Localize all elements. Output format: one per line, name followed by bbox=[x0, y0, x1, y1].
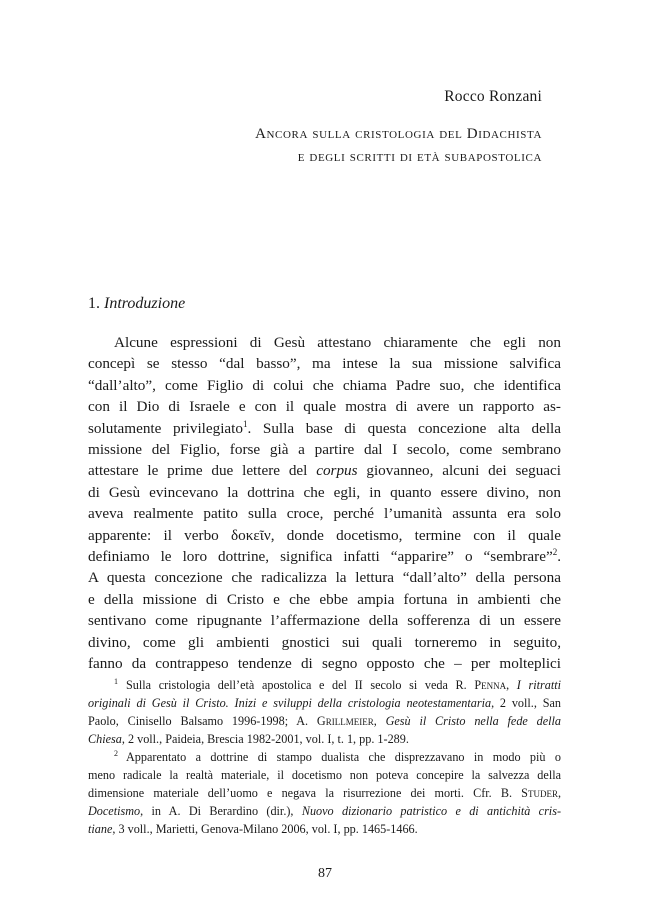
footnote-1-line bbox=[88, 730, 561, 748]
body-line: aveva realmente patito sulla croce, perché l’umanità assunta era solo bbox=[88, 505, 561, 523]
page-number: 87 bbox=[318, 866, 332, 881]
body-line: A questa concezione che radicalizza la lettura “dall’alto” della persona bbox=[88, 569, 561, 587]
author-grillmeier: Grillmeier bbox=[316, 714, 374, 728]
footnote-text: dimensione materiale dell’uomo e negava la risurrezione dei morti. Cfr. B. bbox=[88, 786, 522, 800]
corpus-term: corpus bbox=[316, 462, 358, 480]
footnotes bbox=[88, 676, 561, 838]
article-title-line-1: Ancora sulla cristologia del Didachista bbox=[255, 126, 542, 142]
body-line: “dall’alto”, come Figlio di colui che chiama Padre suo, che identifica bbox=[88, 376, 561, 394]
footnote-2-line bbox=[88, 820, 561, 838]
body-line: missione del Figlio, forse già a partire dal I secolo, come sembrano bbox=[88, 441, 561, 459]
body-line bbox=[88, 546, 561, 567]
footnote-text: , bbox=[373, 714, 386, 728]
body-line bbox=[88, 418, 561, 439]
author-studer: Studer bbox=[521, 786, 558, 800]
footnote-2-line bbox=[88, 802, 561, 820]
body-text-run: . Sulla base di questa concezione alta della bbox=[247, 419, 561, 437]
body-line: con il Dio di Israele e con il quale mostra di avere un rapporto as- bbox=[88, 398, 561, 416]
footnote-text: , bbox=[557, 786, 561, 800]
body-text-run: solutamente privilegiato bbox=[88, 419, 243, 437]
footnote-title: tiane bbox=[88, 822, 113, 836]
footnote-title: I ritratti bbox=[516, 678, 561, 692]
section-title: Introduzione bbox=[104, 295, 186, 312]
body-line: fanno da contrappeso tendenze di segno opposto che – per molteplici bbox=[88, 655, 561, 673]
author-name: Rocco Ronzani bbox=[444, 88, 542, 105]
section-number: 1. bbox=[88, 295, 100, 312]
body-line: apparente: il verbo δοκεῖν, donde docetismo, termine con il quale bbox=[88, 526, 561, 544]
footnote-2-line bbox=[88, 784, 561, 802]
author-penna: Penna bbox=[474, 678, 507, 692]
footnote-1-line bbox=[88, 694, 561, 712]
body-text-run: giovanneo, alcuni dei seguaci bbox=[357, 462, 561, 480]
body-line: di Gesù evincevano la dottrina che egli, in quanto essere divino, non bbox=[88, 483, 561, 501]
footnote-text: , 2 voll., San bbox=[491, 696, 561, 710]
footnote-ref-2: 2 bbox=[552, 547, 558, 558]
footnote-title: Gesù il Cristo nella fede della bbox=[385, 714, 561, 728]
body-line: concepì se stesso “dal basso”, ma intese la sua missione salvifica bbox=[88, 355, 561, 373]
section-heading bbox=[88, 295, 185, 313]
body-line: Alcune espressioni di Gesù attestano chiaramente che egli non bbox=[114, 334, 561, 351]
footnote-title: Docetismo bbox=[88, 804, 141, 818]
footnote-text: Apparentato a dottrine di stampo dualista che disprezzavano in modo più o bbox=[126, 750, 561, 764]
footnote-text: Sulla cristologia dell’età apostolica e del II secolo si veda R. bbox=[126, 678, 475, 692]
footnote-text: , bbox=[506, 678, 517, 692]
footnote-2-line: meno radicale la realtà materiale, il docetismo non poteva concepire la salvezza della bbox=[88, 768, 561, 782]
footnote-1-line bbox=[88, 712, 561, 730]
footnote-1-number: 1 bbox=[114, 677, 118, 686]
body-text-run: . bbox=[557, 548, 561, 566]
footnote-text: , 3 voll., Marietti, Genova-Milano 2006, vol. I, pp. 1465-1466. bbox=[112, 822, 418, 836]
body-text-run: attestare le prime due lettere del bbox=[88, 462, 317, 480]
footnote-text: Paolo, Cinisello Balsamo 1996-1998; A. bbox=[88, 714, 317, 728]
body-line: sentivano come ripugnante l’affermazione della sofferenza di un essere bbox=[88, 612, 561, 630]
footnote-title: Chiesa bbox=[88, 732, 122, 746]
footnote-2-line bbox=[88, 748, 561, 766]
footnote-text: , in A. Di Berardino (dir.), bbox=[140, 804, 302, 818]
body-paragraph bbox=[88, 332, 561, 675]
footnote-1-line bbox=[88, 676, 561, 694]
footnote-title: Nuovo dizionario patristico e di antichità cris- bbox=[301, 804, 561, 818]
body-line: divino, come gli ambienti gnostici sui quali torneremo in seguito, bbox=[88, 633, 561, 651]
footnote-title: originali di Gesù il Cristo. Inizi e sviluppi della cristologia neotestamentaria bbox=[88, 696, 492, 710]
body-line bbox=[88, 460, 561, 481]
article-title-line-2: e degli scritti di età subapostolica bbox=[297, 149, 542, 165]
footnote-text: , 2 voll., Paideia, Brescia 1982-2001, vol. I, t. 1, pp. 1-289. bbox=[121, 732, 409, 746]
footnote-ref-1: 1 bbox=[243, 418, 248, 429]
body-line: e della missione di Cristo e che ebbe ampia fortuna in ambienti che bbox=[88, 590, 561, 608]
footnote-2-number: 2 bbox=[114, 749, 118, 758]
body-text-run: definiamo le loro dottrine, significa infatti “apparire” o “sembrare” bbox=[88, 548, 553, 566]
